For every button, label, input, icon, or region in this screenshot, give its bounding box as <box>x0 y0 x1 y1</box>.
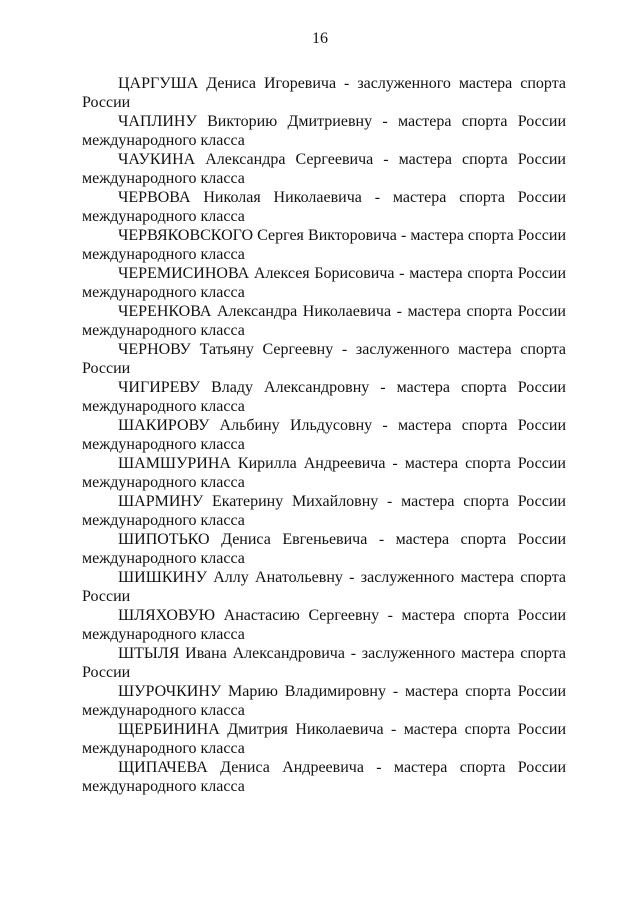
award-entry: ЩИПАЧЕВА Дениса Андреевича - мастера спорта России международного класса <box>82 759 566 795</box>
award-entry: ШЛЯХОВУЮ Анастасию Сергеевну - мастера спорта России международного класса <box>82 607 566 643</box>
award-entry: ШАКИРОВУ Альбину Ильдусовну - мастера спорта России международного класса <box>82 417 566 453</box>
award-entry: ШУРОЧКИНУ Марию Владимировну - мастера спорта России международного класса <box>82 683 566 719</box>
page-number: 16 <box>312 30 328 47</box>
award-entry: ЧЕРЕМИСИНОВА Алексея Борисовича - мастера спорта России международного класса <box>82 265 566 301</box>
award-entry: ЧЕРЕНКОВА Александра Николаевича - мастера спорта России международного класса <box>82 303 566 339</box>
award-entry: ЧАПЛИНУ Викторию Дмитриевну - мастера спорта России международного класса <box>82 113 566 149</box>
award-entry: ЧЕРНОВУ Татьяну Сергеевну - заслуженного мастера спорта России <box>82 341 566 377</box>
award-entry: ШИШКИНУ Аллу Анатольевну - заслуженного мастера спорта России <box>82 569 566 605</box>
award-list <box>82 74 566 796</box>
award-entry: ЧАУКИНА Александра Сергеевича - мастера спорта России международного класса <box>82 151 566 187</box>
award-entry: ШАРМИНУ Екатерину Михайловну - мастера спорта России международного класса <box>82 493 566 529</box>
award-entry: ЧИГИРЕВУ Владу Александровну - мастера спорта России международного класса <box>82 379 566 415</box>
award-entry: ЧЕРВОВА Николая Николаевича - мастера спорта России международного класса <box>82 189 566 225</box>
award-entry: ШАМШУРИНА Кирилла Андреевича - мастера спорта России международного класса <box>82 455 566 491</box>
award-entry: ЧЕРВЯКОВСКОГО Сергея Викторовича - мастера спорта России международного класса <box>82 227 566 263</box>
award-entry: ЦАРГУША Дениса Игоревича - заслуженного мастера спорта России <box>82 75 566 111</box>
award-entry: ЩЕРБИНИНА Дмитрия Николаевича - мастера спорта России международного класса <box>82 721 566 757</box>
award-entry: ШИПОТЬКО Дениса Евгеньевича - мастера спорта России международного класса <box>82 531 566 567</box>
award-entry: ШТЫЛЯ Ивана Александровича - заслуженного мастера спорта России <box>82 645 566 681</box>
